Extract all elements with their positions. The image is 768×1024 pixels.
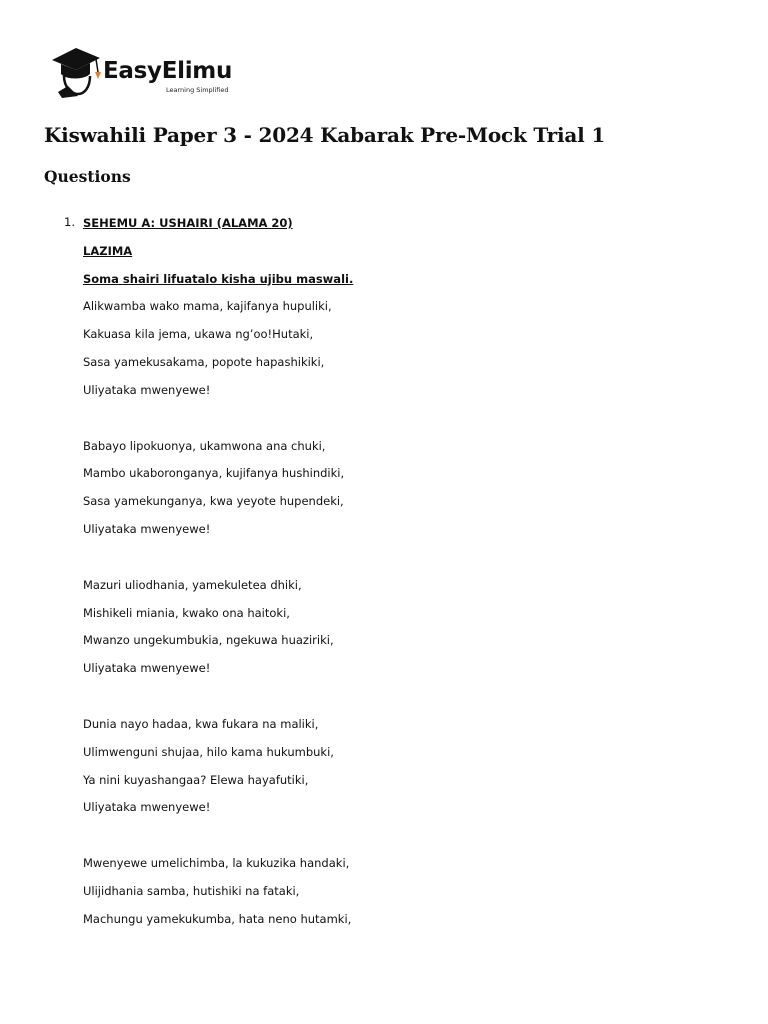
poem-line: Alikwamba wako mama, kajifanya hupuliki, [83, 299, 332, 314]
poem-line: Babayo lipokuonya, ukamwona ana chuki, [83, 438, 326, 453]
question-number: 1. [64, 215, 75, 229]
graduation-cap-icon [50, 46, 110, 100]
section-heading: Questions [44, 167, 131, 186]
compulsory-label: LAZIMA [83, 243, 133, 258]
instruction: Soma shairi lifuatalo kisha ujibu maswali. [83, 271, 354, 286]
brand-name: EasyElimu [103, 58, 233, 84]
question-content [83, 216, 723, 940]
poem-line: Sasa yamekunganya, kwa yeyote hupendeki, [83, 494, 344, 509]
stanza-gap [83, 828, 723, 856]
poem-refrain: Uliyataka mwenyewe! [83, 382, 211, 397]
poem-line: Mwanzo ungekumbukia, ngekuwa huaziriki, [83, 633, 334, 648]
stanza-gap [83, 689, 723, 717]
poem-line: Mambo ukaboronganya, kujifanya hushindiki, [83, 466, 345, 481]
stanza-gap [83, 550, 723, 578]
poem-line: Mwenyewe umelichimba, la kukuzika handaki, [83, 856, 350, 871]
poem-line: Kakuasa kila jema, ukawa ng’oo!Hutaki, [83, 327, 314, 342]
poem-line: Mazuri uliodhania, yamekuletea dhiki, [83, 577, 302, 592]
stanza-gap [83, 411, 723, 439]
poem-refrain: Uliyataka mwenyewe! [83, 800, 211, 815]
poem-line: Ulijidhania samba, hutishiki na fataki, [83, 883, 300, 898]
easyelimu-logo [50, 46, 250, 100]
section-label: SEHEMU A: USHAIRI (ALAMA 20) [83, 216, 293, 230]
poem-refrain: Uliyataka mwenyewe! [83, 521, 211, 536]
poem-line: Dunia nayo hadaa, kwa fukara na maliki, [83, 716, 319, 731]
poem-line: Ulimwenguni shujaa, hilo kama hukumbuki, [83, 744, 334, 759]
brand-tagline: Learning Simplified [166, 86, 229, 94]
poem-refrain: Uliyataka mwenyewe! [83, 661, 211, 676]
poem-line: Mishikeli miania, kwako ona haitoki, [83, 605, 290, 620]
page-title: Kiswahili Paper 3 - 2024 Kabarak Pre-Mock Trial 1 [44, 123, 606, 147]
poem-line: Sasa yamekusakama, popote hapashikiki, [83, 354, 325, 369]
poem-line: Ya nini kuyashangaa? Elewa hayafutiki, [83, 772, 309, 787]
poem-line: Machungu yamekukumba, hata neno hutamki, [83, 911, 352, 926]
